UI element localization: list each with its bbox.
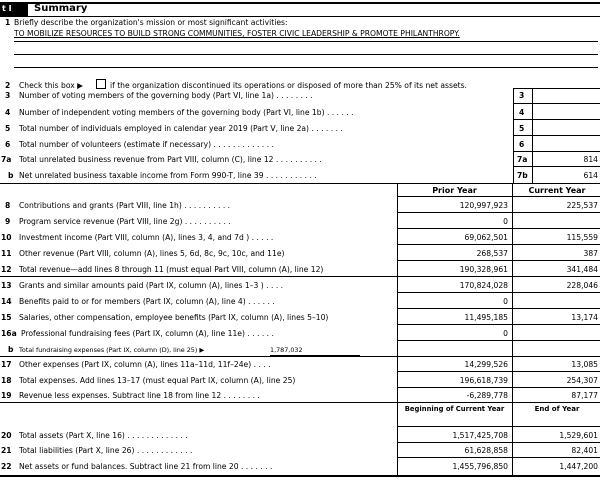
part-title: Summary — [34, 3, 88, 14]
row-13-current: 228,046 — [566, 281, 598, 290]
row-10-dots: . . . . . — [251, 233, 274, 242]
row-12-prior: 190,328,961 — [459, 265, 508, 274]
row-20-prior: 1,517,425,708 — [452, 431, 508, 440]
net-prior-col-left — [397, 426, 398, 476]
row-6-label — [19, 140, 274, 149]
row-8-current: 225,537 — [566, 201, 598, 210]
row-5-number: 5 — [5, 124, 11, 133]
row-13-label — [19, 281, 283, 290]
row-3-number: 3 — [5, 91, 11, 100]
row-13-prior: 170,824,028 — [459, 281, 508, 290]
row-13-text: Grants and similar amounts paid (Part IX, column (A), lines 1–3 ) — [19, 281, 264, 290]
row-18-label — [19, 376, 295, 385]
net-current-col-left — [512, 426, 513, 476]
gov-rule-7a — [513, 166, 600, 167]
row-7a-code: 7a — [517, 155, 528, 164]
row-9-prior: 0 — [503, 217, 508, 226]
current-year-header: Current Year — [528, 186, 586, 195]
row-3-label — [19, 91, 313, 100]
row-20-dots: . . . . . . . . . . . . . — [127, 431, 188, 440]
row-6-number: 6 — [5, 140, 11, 149]
row-10-label — [19, 233, 273, 242]
end-year-header: End of Year — [534, 405, 580, 413]
row-14-label — [19, 297, 275, 306]
row-21-prior: 61,628,858 — [464, 446, 508, 455]
row-21-text: Total liabilities (Part X, line 26) — [19, 446, 135, 455]
row-19-label — [19, 391, 260, 400]
rule-8 — [397, 212, 600, 213]
row-16b-value: 1,787,032 — [270, 346, 303, 354]
row-14-text: Benefits paid to or for members (Part IX, column (A), line 4) — [19, 297, 246, 306]
row-22-dots: . . . . . . . — [240, 462, 273, 471]
mission-line-4 — [14, 67, 598, 68]
row-17-prior: 14,299,526 — [464, 360, 508, 369]
row-8-label — [19, 201, 230, 210]
row-22-current: 1,447,200 — [559, 462, 598, 471]
row-11-label — [19, 249, 284, 258]
net-assets-top-rule — [0, 402, 600, 403]
rule-11 — [397, 260, 600, 261]
gov-rule-4 — [513, 119, 600, 120]
gov-rule-3 — [513, 103, 600, 104]
row-14-prior: 0 — [503, 297, 508, 306]
row-22-prior: 1,455,796,850 — [452, 462, 508, 471]
row-7b-code: 7b — [517, 171, 528, 180]
row-7a-dots: . . . . . . . . . . — [275, 155, 322, 164]
net-header-rule — [397, 426, 600, 427]
row-10-number: 10 — [1, 233, 12, 242]
gov-rule-6 — [513, 151, 600, 152]
row-22-text: Net assets or fund balances. Subtract line 21 from line 20 — [19, 462, 239, 471]
row-9-dots: . . . . . . . . . . — [184, 217, 231, 226]
row-22-label — [19, 462, 272, 471]
row-15-number: 15 — [1, 313, 12, 322]
row-15-prior: 11,495,185 — [464, 313, 508, 322]
row-18-current: 254,307 — [566, 376, 598, 385]
row-8-text: Contributions and grants (Part VIII, line 1h) — [19, 201, 182, 210]
row-16b-number: b — [8, 345, 14, 354]
row-9-number: 9 — [5, 217, 11, 226]
row-16a-text: Professional fundraising fees (Part IX, column (A), line 11e) — [21, 329, 245, 338]
mission-line-2 — [14, 41, 598, 42]
row-12-number: 12 — [1, 265, 12, 274]
rule-16b — [0, 356, 600, 357]
row-14-dots: . . . . . . — [248, 297, 275, 306]
row-16a-prior: 0 — [503, 329, 508, 338]
row-19-dots: . . . . . . . . — [223, 391, 260, 400]
row-17-label — [19, 360, 271, 369]
mission-line-3 — [14, 54, 598, 55]
row-6-text: Total number of volunteers (estimate if necessary) — [19, 140, 212, 149]
row-17-number: 17 — [1, 360, 12, 369]
row-4-dots: . . . . . . — [326, 108, 354, 117]
row-8-dots: . . . . . . . . . . — [184, 201, 231, 210]
row-12-text: Total revenue—add lines 8 through 11 (must equal Part VIII, column (A), line 12) — [19, 265, 324, 274]
row-18-text: Total expenses. Add lines 13–17 (must equal Part IX, column (A), line 25) — [19, 376, 296, 385]
row-19-prior: -6,289,778 — [466, 391, 508, 400]
row-16b-label: Total fundraising expenses (Part IX, column (D), line 25) ▶ — [19, 346, 205, 354]
row-17-dots: . . . . — [253, 360, 271, 369]
row-6-dots: . . . . . . . . . . . . . — [213, 140, 274, 149]
row-16a-label — [21, 329, 274, 338]
discontinued-checkbox[interactable] — [96, 79, 106, 89]
row-11-prior: 268,537 — [476, 249, 508, 258]
row-20-number: 20 — [1, 431, 12, 440]
row-12-current: 341,484 — [566, 265, 598, 274]
row-5-text: Total number of individuals employed in calendar year 2019 (Part V, line 2a) — [19, 124, 310, 133]
row-8-prior: 120,997,923 — [459, 201, 508, 210]
row-18-number: 18 — [1, 376, 12, 385]
row-13-dots: . . . . — [266, 281, 284, 290]
row-7a-text: Total unrelated business revenue from Part VIII, column (C), line 12 — [19, 155, 274, 164]
rule-10 — [397, 244, 600, 245]
rule-13 — [397, 292, 600, 293]
row-15-text: Salaries, other compensation, employee benefits (Part IX, column (A), lines 5–10) — [19, 313, 329, 322]
row-3-code: 3 — [519, 91, 525, 100]
rule-17 — [397, 371, 600, 372]
row-19-text: Revenue less expenses. Subtract line 18 from line 12 — [19, 391, 222, 400]
bottom-rule — [0, 475, 600, 477]
row-21-number: 21 — [1, 446, 12, 455]
rule-15 — [397, 324, 600, 325]
row-11-number: 11 — [1, 249, 12, 258]
row-12-label — [19, 265, 323, 274]
row-3-dots: . . . . . . . . — [276, 91, 313, 100]
row-19-current: 87,177 — [571, 391, 598, 400]
rule-18 — [397, 387, 600, 388]
revenue-header-rule — [397, 196, 600, 197]
gov-box-top — [513, 88, 600, 89]
rule-20 — [397, 442, 600, 443]
row-20-label — [19, 431, 188, 440]
line-1-number: 1 — [5, 18, 11, 27]
row-8-number: 8 — [5, 201, 11, 210]
row-15-label — [19, 313, 328, 322]
row-6-code: 6 — [519, 140, 525, 149]
row-10-text: Investment income (Part VIII, column (A), lines 3, 4, and 7d ) — [19, 233, 250, 242]
row-4-label — [19, 108, 354, 117]
row-7b-dots: . . . . . . . . . . . — [266, 171, 317, 180]
expenses-top-rule — [0, 276, 600, 277]
rule-9 — [397, 228, 600, 229]
line-2-number: 2 — [5, 81, 11, 90]
row-5-dots: . . . . . . . — [311, 124, 343, 133]
row-4-number: 4 — [5, 108, 11, 117]
rule-14 — [397, 308, 600, 309]
part-label: t I — [0, 3, 28, 16]
line-2-label-pre: Check this box ▶ — [19, 81, 84, 90]
row-7b-text: Net unrelated business taxable income from Form 990-T, line 39 — [19, 171, 264, 180]
prior-year-header: Prior Year — [432, 186, 477, 195]
row-9-label — [19, 217, 231, 226]
gov-rule-5 — [513, 135, 600, 136]
revenue-top-rule — [0, 183, 600, 184]
row-21-label — [19, 446, 192, 455]
row-13-number: 13 — [1, 281, 12, 290]
row-21-dots: . . . . . . . . . . . . — [136, 446, 193, 455]
row-7b-label — [19, 171, 317, 180]
top-rule — [0, 2, 600, 4]
row-5-label — [19, 124, 343, 133]
row-7a-label — [19, 155, 322, 164]
row-20-current: 1,529,601 — [559, 431, 598, 440]
row-22-number: 22 — [1, 462, 12, 471]
row-7b-number: b — [8, 171, 14, 180]
rule-16a — [397, 340, 600, 341]
row-11-current: 387 — [583, 249, 598, 258]
row-3-text: Number of voting members of the governing body (Part VI, line 1a) — [19, 91, 274, 100]
row-5-code: 5 — [519, 124, 525, 133]
row-17-current: 13,085 — [571, 360, 598, 369]
row-18-prior: 196,618,739 — [459, 376, 508, 385]
mission-text: TO MOBILIZE RESOURCES TO BUILD STRONG COMMUNITIES, FOSTER CIVIC LEADERSHIP & PROMOTE PHILANTHROPY. — [14, 29, 460, 38]
row-14-number: 14 — [1, 297, 12, 306]
line-2-label-post: if the organization discontinued its operations or disposed of more than 25% of its net assets. — [110, 81, 467, 90]
row-17-text: Other expenses (Part IX, column (A), lines 11a–11d, 11f–24e) — [19, 360, 252, 369]
row-16a-number: 16a — [1, 329, 17, 338]
row-11-text: Other revenue (Part VIII, column (A), lines 5, 6d, 8c, 9c, 10c, and 11e) — [19, 249, 285, 258]
row-19-number: 19 — [1, 391, 12, 400]
line-1-label: Briefly describe the organization's mission or most significant activities: — [14, 18, 288, 27]
begin-year-header: Beginning of Current Year — [404, 405, 505, 413]
part-header-rule — [0, 16, 600, 17]
row-4-code: 4 — [519, 108, 525, 117]
row-16a-dots: . . . . . . — [247, 329, 274, 338]
row-15-current: 13,174 — [571, 313, 598, 322]
row-20-text: Total assets (Part X, line 16) — [19, 431, 125, 440]
row-4-text: Number of independent voting members of the governing body (Part VI, line 1b) — [19, 108, 325, 117]
row-7a-number: 7a — [1, 155, 12, 164]
row-10-prior: 69,062,501 — [464, 233, 508, 242]
row-10-current: 115,559 — [566, 233, 598, 242]
row-7a-value: 814 — [583, 155, 598, 164]
row-21-current: 82,401 — [571, 446, 598, 455]
row-9-text: Program service revenue (Part VIII, line 2g) — [19, 217, 183, 226]
row-7b-value: 614 — [583, 171, 598, 180]
rule-21 — [397, 457, 600, 458]
